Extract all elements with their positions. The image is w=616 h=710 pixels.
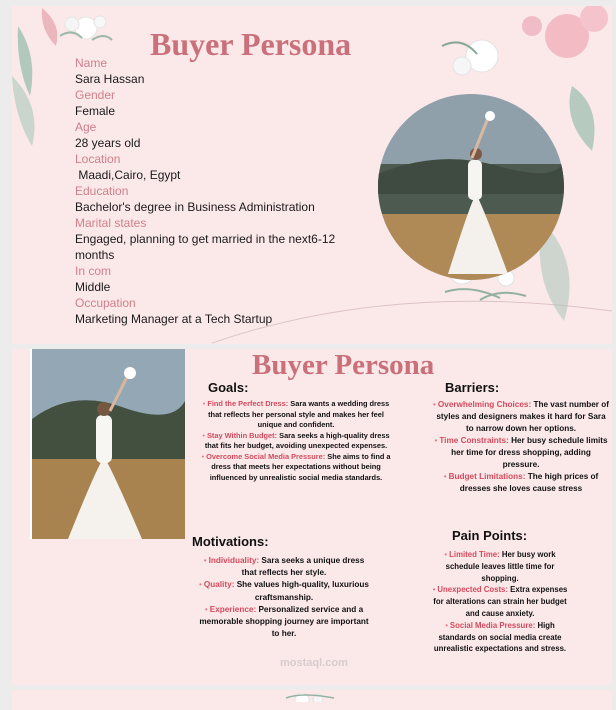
- field-label-marital-status: Marital states: [75, 216, 147, 230]
- motivations-list: [198, 555, 370, 640]
- pain-points-heading: Pain Points:: [452, 528, 528, 543]
- list-item: • Experience: Personalized service and a memorable shopping journey are important to her.: [199, 604, 369, 639]
- goals-heading: Goals:: [208, 380, 249, 395]
- list-item: • Budget Limitations: The high prices of dresses she loves cause stress: [443, 472, 599, 493]
- field-label-income: In com: [75, 264, 112, 278]
- goals-list: [198, 399, 394, 483]
- pain-points-list: [430, 549, 570, 655]
- list-item: • Social Media Pressure: High standards on social media create unrealistic expectations and stress.: [433, 620, 567, 654]
- field-value-gender: Female: [75, 104, 116, 118]
- field-label-gender: Gender: [75, 88, 116, 102]
- leaf-decoration-icon: [12, 6, 72, 156]
- field-label-name: Name: [75, 56, 108, 70]
- list-item: • Overwhelming Choices: The vast number of styles and designers makes it hard for Sara to narrow down her options.: [433, 400, 609, 433]
- field-value-income: Middle: [75, 280, 111, 294]
- field-value-occupation: Marketing Manager at a Tech Startup: [75, 312, 273, 326]
- list-item: • Unexpected Costs: Extra expenses for alterations can strain her budget and cause anxiety.: [432, 585, 568, 618]
- persona-slide-next: [12, 690, 612, 710]
- field-label-location: Location: [75, 152, 121, 166]
- bride-illustration: [32, 349, 185, 539]
- field-value-location: Maadi,Cairo, Egypt: [75, 168, 181, 182]
- field-value-name: Sara Hassan: [75, 72, 145, 86]
- list-item: • Limited Time: Her busy work schedule leaves little time for shopping.: [444, 550, 556, 583]
- field-value-marital-status: Engaged, planning to get married in the next6-12 months: [75, 232, 336, 262]
- field-value-education: Bachelor's degree in Business Administration: [75, 200, 315, 214]
- persona-slide-details: [12, 349, 612, 685]
- bride-photo: [378, 94, 564, 280]
- watermark: mostaql.com: [280, 657, 348, 669]
- persona-slide-profile: [12, 6, 612, 344]
- barriers-heading: Barriers:: [445, 380, 500, 395]
- list-item: • Find the Perfect Dress: Sara wants a wedding dress that reflects her personal style and makes her feel unique and confident.: [202, 399, 390, 429]
- list-item: • Individuality: Sara seeks a unique dress that reflects her style.: [203, 556, 365, 578]
- list-item: • Stay Within Budget: Sara seeks a high-quality dress that fits her budget, avoiding unexpected expenses.: [202, 430, 390, 450]
- motivations-heading: Motivations:: [192, 534, 269, 549]
- list-item: • Quality: She values high-quality, luxurious craftsmanship.: [199, 580, 369, 602]
- page-title: Buyer Persona: [252, 349, 435, 381]
- page-title: Buyer Persona: [150, 26, 352, 62]
- field-value-age: 28 years old: [75, 136, 141, 150]
- field-label-age: Age: [75, 120, 97, 134]
- field-label-occupation: Occupation: [75, 296, 136, 310]
- flower-decoration-icon: [282, 690, 342, 702]
- list-item: • Overcome Social Media Pressure: She aims to find a dress that meets her expectations without being influenced by unrealistic social media standards.: [201, 451, 391, 482]
- bride-illustration: [378, 94, 564, 280]
- barriers-list: [432, 399, 610, 495]
- bride-photo: [30, 349, 185, 539]
- field-label-education: Education: [75, 184, 129, 198]
- profile-fields: [75, 55, 345, 327]
- list-item: • Time Constraints: Her busy schedule limits her time for dress shopping, adding pressure.: [434, 436, 608, 469]
